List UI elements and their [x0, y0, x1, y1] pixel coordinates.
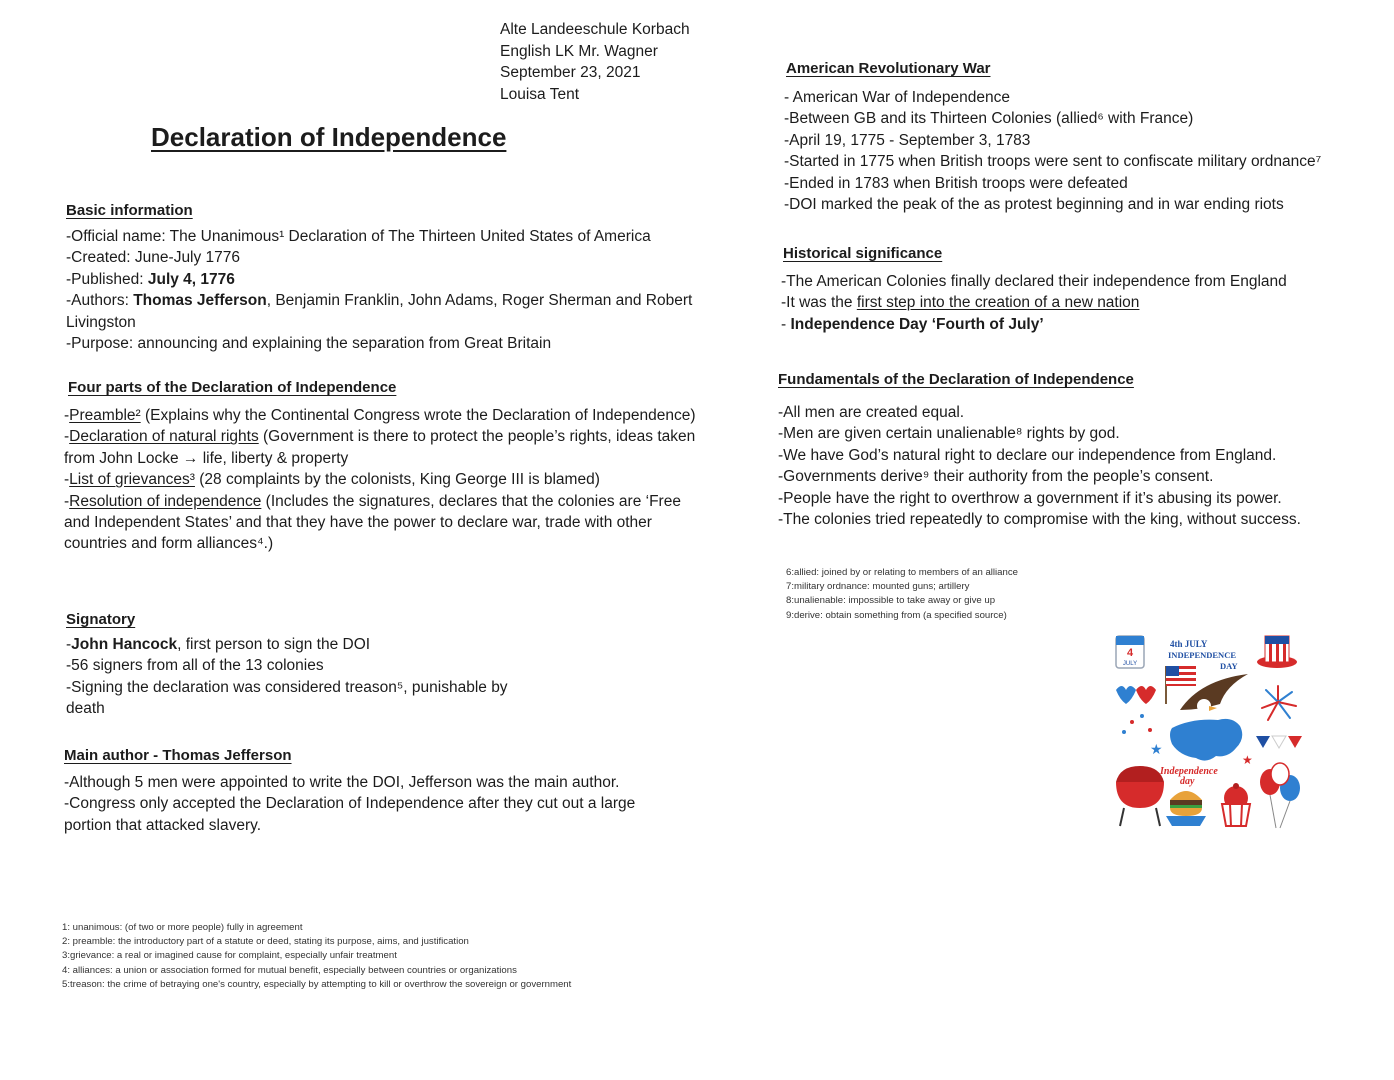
part-preamble: [64, 405, 700, 426]
footnote-3: 3:grievance: a real or imagined cause for complaint, especially unfair treatment: [62, 950, 397, 962]
footnote-2: 2: preamble: the introductory part of a statute or deed, stating its purpose, aims, and justification: [62, 936, 469, 948]
main-author-heading: Main author - Thomas Jefferson: [64, 747, 292, 764]
cupcake-icon: [1222, 783, 1250, 826]
historical-heading: Historical significance: [783, 245, 943, 262]
published-value: July 4, 1776: [147, 270, 235, 288]
banner-line3: DAY: [1220, 661, 1238, 671]
four-parts-heading: Four parts of the Declaration of Independence: [68, 379, 397, 396]
footnote-9: 9:derive: obtain something from (a specified source): [786, 609, 1007, 621]
historical-line2-prefix: -It was the: [781, 294, 857, 312]
hearts-icon: [1116, 686, 1156, 704]
war-heading: American Revolutionary War: [786, 60, 991, 77]
main-author-line1: -Although 5 men were appointed to write the DOI, Jefferson was the main author.: [64, 774, 620, 791]
fundamental-line: -The colonies tried repeatedly to compromise with the king, without success.: [778, 511, 1301, 529]
published-date: [66, 269, 716, 290]
dash: -: [64, 471, 70, 489]
page-title: Declaration of Independence: [151, 122, 507, 152]
war-section: [784, 87, 1321, 215]
signatory-heading: Signatory: [66, 611, 136, 628]
header-course: English LK Mr. Wagner: [500, 42, 658, 60]
hancock-name: John Hancock: [71, 636, 178, 653]
fundamental-line: -Men are given certain unalienable⁸ rights by god.: [778, 425, 1120, 443]
footnote-7: 7:military ordnance: mounted guns; artillery: [786, 581, 970, 593]
preamble-text: (Explains why the Continental Congress wrote the Declaration of Independence): [140, 407, 696, 424]
war-line: - American War of Independence: [784, 89, 1011, 106]
historical-line1: -The American Colonies finally declared their independence from England: [781, 273, 1287, 290]
purpose: -Purpose: announcing and explaining the separation from Great Britain: [66, 335, 552, 353]
banner-line1: 4th JULY: [1170, 639, 1208, 649]
created-date: -Created: June-July 1776: [66, 249, 241, 267]
bunting-icon: [1256, 736, 1302, 748]
main-author-section: [64, 772, 664, 836]
basic-info-section: [66, 226, 716, 354]
treason-line: -Signing the declaration was considered treason⁵, punishable by death: [66, 678, 508, 718]
footnotes-left: [62, 921, 571, 992]
calendar-icon: [1116, 636, 1144, 668]
footnote-8: 8:unalienable: impossible to take away or give up: [786, 595, 996, 607]
new-nation-phrase: first step into the creation of a new nation: [856, 294, 1140, 312]
signatory-section: [66, 634, 536, 720]
dash: -: [66, 636, 72, 653]
historical-line3-prefix: -: [781, 315, 791, 333]
hancock-line: [66, 634, 536, 655]
independence-day-clipart: [1110, 632, 1306, 832]
hancock-rest: , first person to sign the DOI: [177, 636, 371, 653]
balloons-icon: [1260, 763, 1300, 828]
header-author: Louisa Tent: [500, 85, 579, 103]
fundamental-line: -Governments derive⁹ their authority from the people’s consent.: [778, 468, 1214, 486]
historical-section: [781, 271, 1287, 335]
header-school: Alte Landeeschule Korbach: [500, 21, 690, 38]
fundamentals-section: [778, 402, 1301, 530]
footnote-4: 4: alliances: a union or association formed for mutual benefit, especially between countries or organizations: [62, 964, 517, 976]
footnote-1: 1: unanimous: (of two or more people) fully in agreement: [62, 922, 303, 933]
resolution-text: (Includes the signatures, declares that the colonies are ‘Free and Independent States’ and that they have the power to declare war, trade with other countries and form alliances⁴.): [64, 492, 681, 553]
calendar-month: JULY: [1122, 661, 1138, 667]
historical-line2: [781, 292, 1287, 313]
fundamental-line: -All men are created equal.: [778, 404, 965, 421]
fundamentals-heading: Fundamentals of the Declaration of Independence: [778, 371, 1134, 388]
authors-rest: , Benjamin Franklin, John Adams, Roger Sherman and Robert Livingston: [66, 292, 693, 331]
independence-day: Independence Day ‘Fourth of July’: [790, 315, 1044, 333]
footnote-6: 6:allied: joined by or relating to members of an alliance: [786, 567, 1018, 578]
authors-prefix: -Authors:: [66, 292, 134, 310]
footnotes-right: [786, 566, 1018, 623]
dash: -: [64, 407, 70, 424]
published-prefix: -Published:: [66, 270, 148, 288]
preamble-term: Preamble²: [69, 407, 141, 424]
grievances-text: (28 complaints by the colonists, King George III is blamed): [194, 471, 600, 489]
basic-info-heading: Basic information: [66, 202, 193, 219]
grill-icon: [1116, 766, 1164, 826]
war-line: -DOI marked the peak of the as protest beginning and in war ending riots: [784, 196, 1284, 214]
natural-rights-text: (Government is there to protect the people’s rights, ideas taken from John Locke → life, liberty & property: [64, 428, 696, 467]
fundamental-line: -People have the right to overthrow a government if it’s abusing its power.: [778, 489, 1282, 507]
usa-map-icon: [1170, 719, 1242, 761]
part-resolution: [64, 491, 700, 555]
war-line: -Between GB and its Thirteen Colonies (allied⁶ with France): [784, 110, 1194, 128]
svg-text:★: ★: [1242, 753, 1253, 767]
script-line2: day: [1180, 776, 1195, 787]
grievances-term: List of grievances³: [69, 471, 195, 489]
fireworks-icon: [1262, 686, 1296, 720]
signers-line: -56 signers from all of the 13 colonies: [66, 657, 324, 675]
natural-rights-term: Declaration of natural rights: [69, 428, 259, 446]
header-date: September 23, 2021: [500, 64, 641, 81]
main-author-line2: -Congress only accepted the Declaration of Independence after they cut out a large portion that attacked slavery.: [64, 795, 636, 834]
part-grievances: [64, 469, 700, 490]
calendar-number: 4: [1126, 647, 1134, 659]
authors-jefferson: Thomas Jefferson: [133, 292, 267, 310]
resolution-term: Resolution of independence: [69, 492, 262, 510]
part-natural-rights: [64, 426, 700, 469]
burger-icon: [1166, 791, 1206, 826]
document-header: [500, 19, 690, 105]
svg-text:★: ★: [1150, 742, 1163, 758]
footnote-5: 5:treason: the crime of betraying one's country, especially by attempting to kill or overthrow the sovereign or government: [62, 978, 572, 990]
dash: -: [64, 428, 70, 446]
banner-line2: INDEPENDENCE: [1168, 650, 1237, 660]
historical-line3: [781, 314, 1287, 335]
war-line: -Ended in 1783 when British troops were defeated: [784, 174, 1128, 192]
script-line1: Independence: [1160, 766, 1218, 777]
war-line: -Started in 1775 when British troops were sent to confiscate military ordnance⁷: [784, 153, 1322, 171]
war-line: -April 19, 1775 - September 3, 1783: [784, 131, 1031, 149]
four-parts-section: [64, 405, 700, 555]
dash: -: [64, 492, 70, 510]
top-hat-icon: [1257, 636, 1297, 668]
fundamental-line: -We have God’s natural right to declare our independence from England.: [778, 446, 1277, 464]
official-name: -Official name: The Unanimous¹ Declaration of The Thirteen United States of America: [66, 228, 651, 245]
authors: [66, 290, 716, 333]
